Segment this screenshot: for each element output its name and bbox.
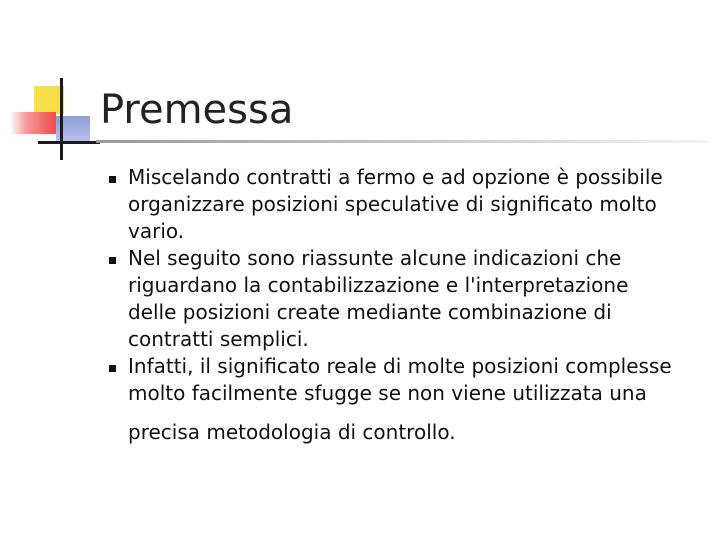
bullet-list xyxy=(128,164,708,446)
bullet-line: Infatti, il significato reale di molte posizioni complesse xyxy=(128,354,672,378)
bullet-line: precisa metodologia di controllo. xyxy=(128,420,456,444)
slide-title: Premessa xyxy=(100,87,294,133)
bullet-line: vario. xyxy=(128,219,185,243)
bullet-line: riguardano la contabilizzazione e l'interpretazione xyxy=(128,273,629,297)
logo-horizontal-line xyxy=(38,141,100,144)
bullet-line: organizzare posizioni speculative di significato molto xyxy=(128,192,657,216)
logo-vertical-line xyxy=(60,78,63,160)
bullet-item xyxy=(128,353,708,446)
square-bullet-icon xyxy=(109,176,116,183)
logo-red-square xyxy=(10,112,56,134)
bullet-line: Nel seguito sono riassunte alcune indicazioni che xyxy=(128,246,622,270)
bullet-line: delle posizioni create mediante combinazione di xyxy=(128,300,612,324)
bullet-line: Miscelando contratti a fermo e ad opzione è possibile xyxy=(128,165,663,189)
bullet-line: contratti semplici. xyxy=(128,327,309,351)
bullet-line: molto facilmente sfugge se non viene utilizzata una xyxy=(128,381,647,405)
bullet-item xyxy=(128,245,708,353)
bullet-item xyxy=(128,164,708,245)
title-underline xyxy=(96,140,708,143)
square-bullet-icon xyxy=(109,257,116,264)
title-logo-icon xyxy=(0,0,110,170)
square-bullet-icon xyxy=(109,365,116,372)
